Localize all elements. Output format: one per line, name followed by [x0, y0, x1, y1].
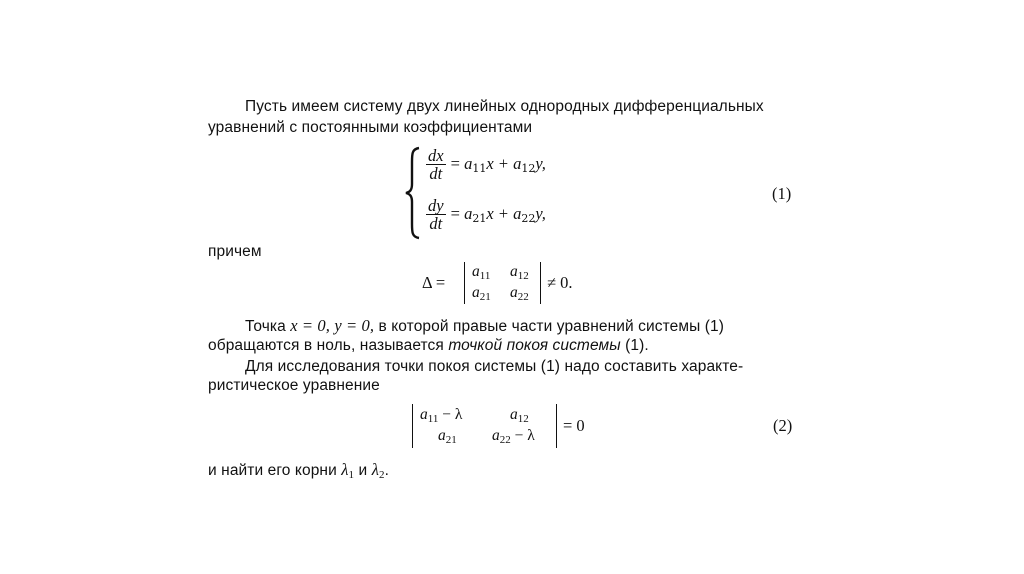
- math-y-eq-0: y = 0,: [334, 316, 375, 335]
- equation-number-1: (1): [772, 184, 792, 203]
- fraction-denominator: dt: [429, 214, 443, 233]
- matrix-cell-a12: $a_{12}$: [510, 263, 529, 282]
- char-cell-11: $a_{11} - \lambda$: [420, 406, 463, 425]
- fraction-numerator: dx: [428, 146, 444, 165]
- char-determinant-bar-right: [556, 404, 557, 448]
- system-equation-row-2: $\frac{dy}{dt}$ = $a_{21}x + a_{22}y$,: [428, 196, 546, 233]
- delta-rhs: ≠ 0.: [547, 273, 573, 292]
- subscript: 11: [472, 162, 487, 175]
- paragraph-3-line-2: ристическое уравнение: [208, 377, 380, 394]
- paragraph-2-line-1: Точка x = 0, y = 0, в которой правые части уравнений системы (1): [245, 316, 725, 335]
- coef-a: a: [464, 154, 473, 173]
- char-determinant-bar-left: [412, 404, 413, 448]
- matrix-cell-a11: $a_{11}$: [472, 263, 491, 282]
- paragraph-1-line-2: уравнений с постоянными коэффициентами: [208, 119, 533, 136]
- term: x + a: [486, 154, 522, 173]
- emphasis-term: точкой покоя системы: [448, 337, 621, 354]
- delta-lhs: Δ =: [422, 273, 446, 292]
- matrix-cell-a22: $a_{22}$: [510, 284, 529, 303]
- paragraph-1-line-1: Пусть имеем систему двух линейных однородных дифференциальных: [245, 98, 764, 115]
- word-prichem: причем: [208, 243, 262, 260]
- term: x + a: [486, 204, 522, 223]
- char-cell-21: $a_{21}$: [438, 427, 457, 446]
- term-end: y,: [535, 154, 546, 173]
- equation-number-2: (2): [773, 416, 793, 435]
- subscript: 22: [521, 212, 536, 225]
- subscript: 21: [472, 212, 487, 225]
- lambda-2: $\lambda_2$: [371, 460, 385, 481]
- determinant-bar-right: [540, 262, 541, 304]
- fraction-dx-dt: [426, 147, 446, 182]
- char-cell-12: $a_{12}$: [510, 406, 529, 425]
- fraction-denominator: dt: [429, 164, 443, 183]
- matrix-cell-a21: $a_{21}$: [472, 284, 491, 303]
- paragraph-4: и найти его корни $\lambda_1$ и $\lambda_2$.: [208, 460, 390, 481]
- fraction-numerator: dy: [428, 196, 444, 215]
- paragraph-3-line-1: Для исследования точки покоя системы (1) надо составить характе-: [245, 358, 744, 375]
- paragraph-2-line-2: обращаются в ноль, называется точкой покоя системы (1).: [208, 337, 649, 354]
- coef-a: a: [464, 204, 473, 223]
- char-eq-rhs: = 0: [563, 416, 585, 435]
- term-end: y,: [535, 204, 546, 223]
- determinant-bar-left: [464, 262, 465, 304]
- subscript: 12: [521, 162, 536, 175]
- lambda-1: $\lambda_1$: [341, 460, 355, 481]
- math-x-eq-0: x = 0,: [290, 316, 330, 335]
- left-brace-icon: [404, 146, 422, 240]
- fraction-dy-dt: [426, 197, 446, 232]
- system-equation-row-1: $\frac{dx}{dt}$ = $a_{11}x + a_{12}y$,: [428, 146, 546, 183]
- char-cell-22: $a_{22} - \lambda$: [492, 427, 535, 446]
